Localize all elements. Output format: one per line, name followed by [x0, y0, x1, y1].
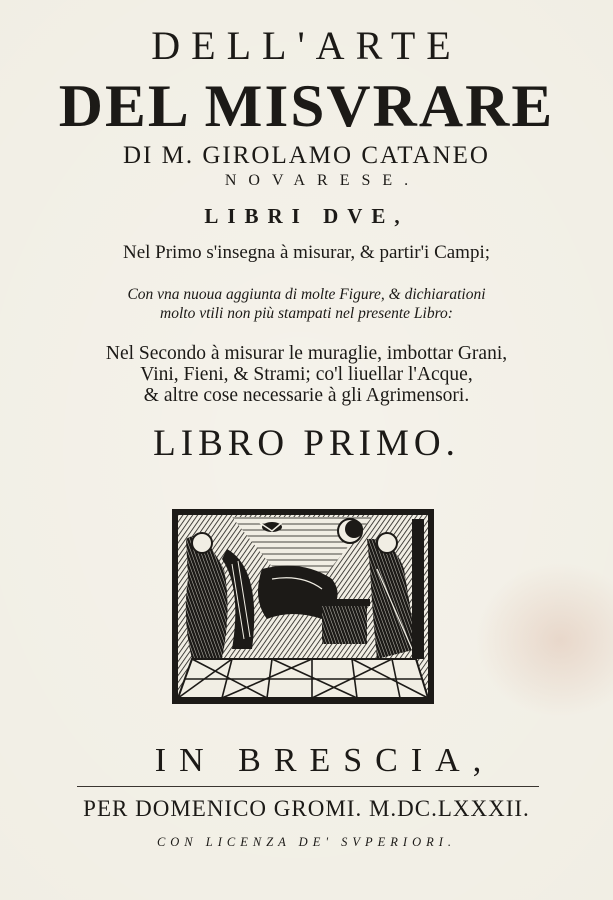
second-book-line-2: Vini, Fieni, & Strami; co'l liuellar l'Acque, — [140, 364, 473, 385]
first-book-line: Nel Primo s'insegna à misurar, & partir'i Campi; — [122, 242, 491, 263]
second-book-line-3: & altre cose necessarie à gli Agrimensori. — [143, 385, 470, 406]
volume-heading: LIBRO PRIMO. — [153, 423, 460, 464]
divider-rule — [77, 786, 539, 787]
addition-line-1: Con vna nuoua aggiunta di molte Figure, & dichiarationi — [127, 286, 486, 303]
books-line: LIBRI DVE, — [204, 204, 409, 228]
second-book-line-1: Nel Secondo à misurar le muraglie, imbottar Grani, — [105, 343, 508, 364]
title-line-2: DEL MISVRARE — [58, 73, 555, 139]
printer-line: PER DOMENICO GROMI. M.DC.LXXXII. — [83, 796, 530, 821]
license-line: CON LICENZA DE' SVPERIORI. — [156, 835, 457, 849]
annunciation-woodcut-icon — [172, 509, 434, 704]
origin-line: NOVARESE. — [224, 172, 421, 189]
author-line: DI M. GIROLAMO CATANEO — [123, 142, 490, 169]
title-line-1: DELL'ARTE — [151, 23, 462, 68]
place-line: IN BRESCIA, — [154, 742, 495, 779]
addition-line-2: molto vtili non più stampati nel presente Libro: — [160, 305, 453, 322]
